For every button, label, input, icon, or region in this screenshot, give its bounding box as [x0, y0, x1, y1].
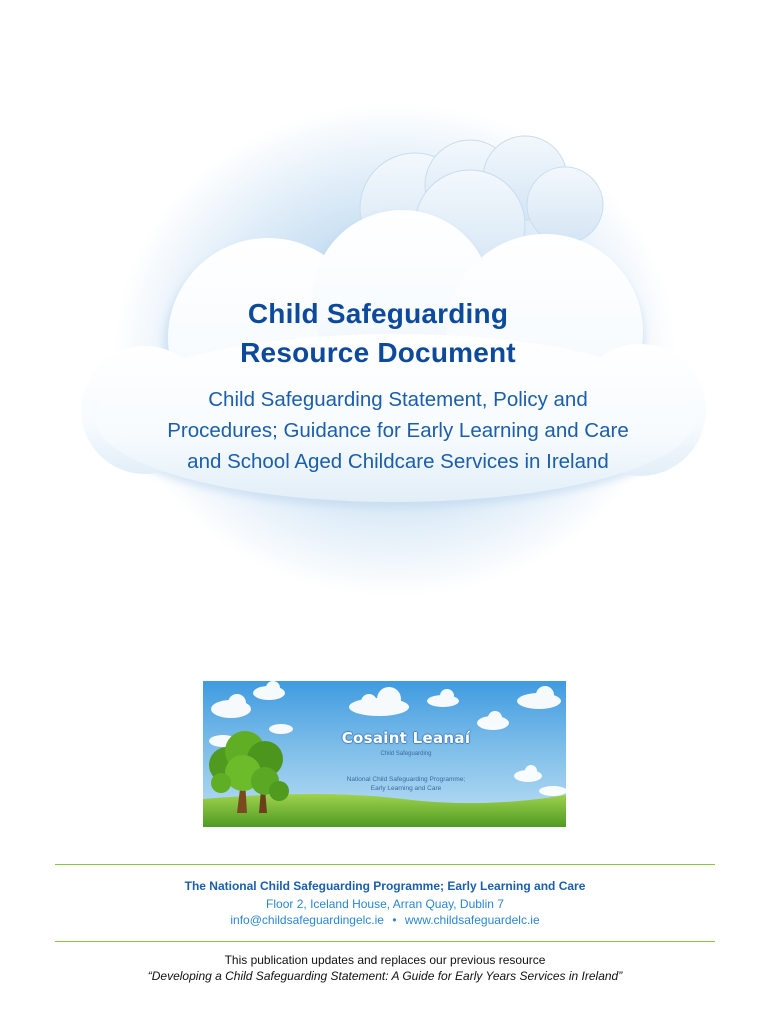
publication-note-line-2: “Developing a Child Safeguarding Statement: A Guide for Early Years Services in Ireland” — [147, 969, 623, 983]
website-link[interactable]: www.childsafeguardelc.ie — [404, 913, 540, 927]
programme-banner-image — [203, 681, 566, 827]
logo-subtitle: Child Safeguarding — [380, 751, 432, 757]
organisation-address: Floor 2, Iceland House, Arran Quay, Dublin 7 — [266, 897, 504, 911]
document-subtitle-line-1: Child Safeguarding Statement, Policy and — [208, 388, 588, 411]
organisation-name: The National Child Safeguarding Programme; Early Learning and Care — [184, 879, 586, 893]
email-link[interactable]: info@childsafeguardingelc.ie — [230, 913, 384, 927]
divider-bottom — [55, 941, 715, 942]
document-title-line-1: Child Safeguarding — [247, 298, 509, 329]
divider-top — [55, 864, 715, 865]
organisation-contact — [0, 913, 770, 927]
document-title-line-2: Resource Document — [240, 337, 516, 368]
publication-note-line-1: This publication updates and replaces our previous resource — [224, 953, 546, 967]
banner-programme-line-2: Early Learning and Care — [370, 785, 442, 792]
cosaint-leanai-logo-text: Cosaint Leanaí — [341, 729, 471, 747]
document-subtitle-line-2: Procedures; Guidance for Early Learning and Care — [167, 419, 629, 442]
document-subtitle-line-3: and School Aged Childcare Services in Ireland — [187, 450, 609, 473]
banner-programme-line-1: National Child Safeguarding Programme; — [346, 776, 466, 783]
contact-separator: • — [392, 913, 397, 927]
grass-hill — [203, 794, 566, 827]
